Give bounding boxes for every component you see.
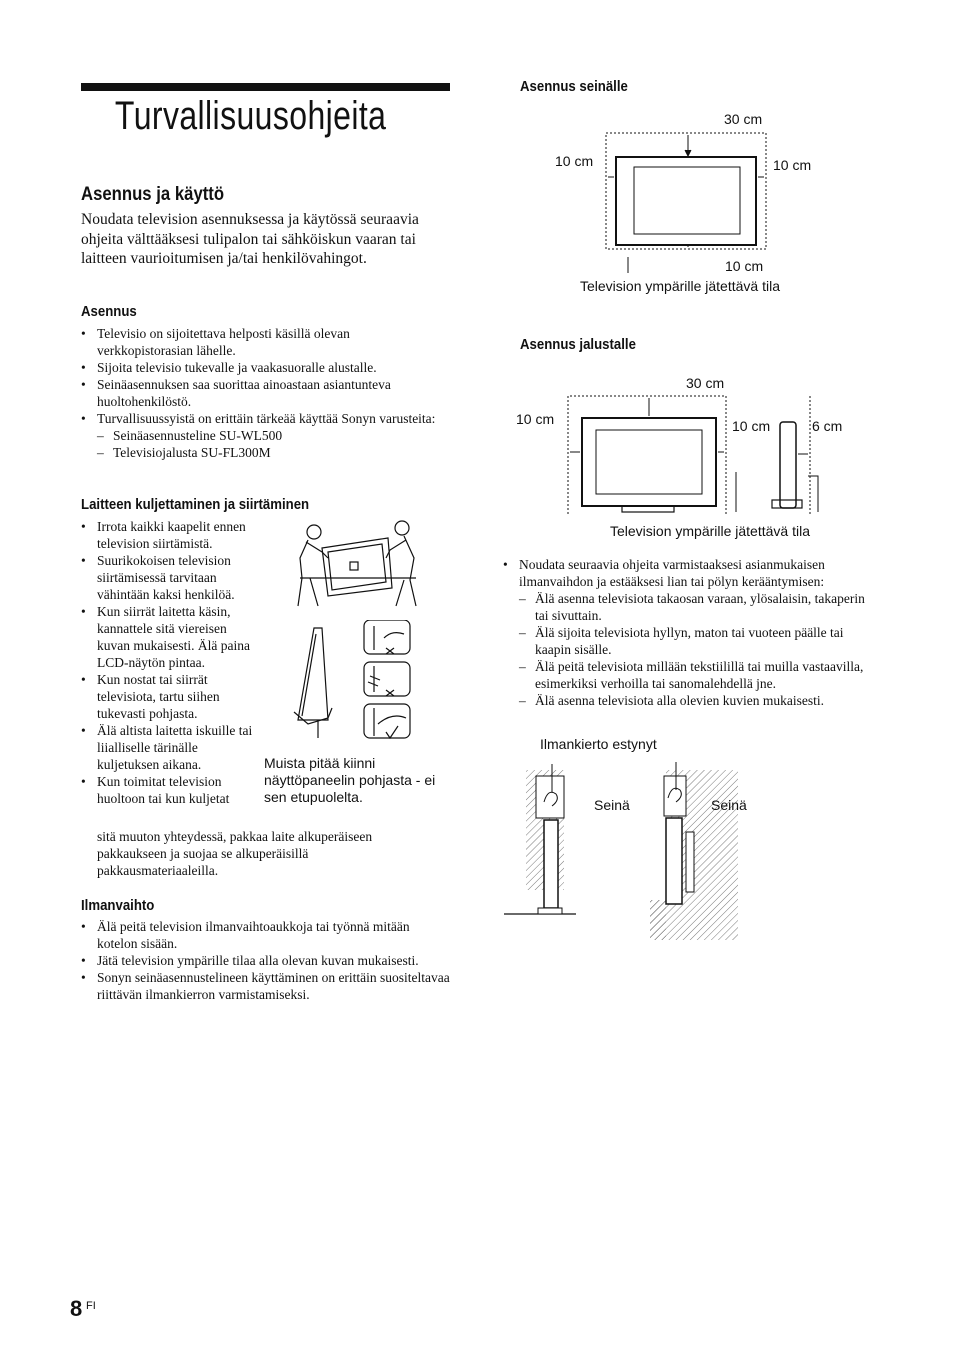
- accessory-list: [97, 427, 441, 461]
- list-item: [81, 410, 441, 461]
- hold-panel-bottom-illustration: [288, 620, 418, 752]
- page-language-code: FI: [86, 1300, 96, 1312]
- list-item: • Sonyn seinäasennustelineen käyttäminen on erittäin suositeltavaa riittävän ilmankierron varmistamiseksi.: [81, 969, 451, 1003]
- sub-list-item: – Seinäasennusteline SU-WL500: [97, 427, 441, 444]
- airflow-blocked-label: Ilmankierto estynyt: [540, 736, 657, 752]
- ventilation-heading: Ilmanvaihto: [81, 897, 155, 914]
- list-item: • Sijoita televisio tukevalle ja vaakasuoralle alustalle.: [81, 359, 441, 376]
- section-title: Asennus ja käyttö: [81, 184, 225, 205]
- list-item: • Älä altista laitetta iskuille tai liialliselle tärinälle kuljetuksen aikana.: [81, 722, 259, 773]
- wall-left-clearance: 10 cm: [555, 153, 594, 169]
- asennus-list: [81, 325, 441, 461]
- list-item: • Jätä television ympärille tilaa alla olevan kuvan mukaisesti.: [81, 952, 451, 969]
- wall-right-clearance: 10 cm: [773, 157, 812, 173]
- wall-mount-clearance-diagram: [600, 125, 780, 275]
- stand-mount-heading: Asennus jalustalle: [520, 336, 636, 353]
- sub-list-item: – Älä asenna televisiota takaosan varaan, ylösalaisin, takaperin tai sivuttain.: [519, 590, 875, 624]
- sub-list-item: – Televisiojalusta SU-FL300M: [97, 444, 441, 461]
- page-title: Turvallisuusohjeita: [114, 94, 387, 138]
- stand-left-clearance: 10 cm: [516, 411, 555, 427]
- list-item: • Televisio on sijoitettava helposti käsillä olevan verkkopistorasian lähelle.: [81, 325, 441, 359]
- list-item: [503, 556, 875, 709]
- sub-list-item: – Älä asenna televisiota alla olevien kuvien mukaisesti.: [519, 692, 875, 709]
- two-person-carry-illustration: [292, 518, 422, 613]
- wall-diagram-caption: Television ympärille jätettävä tila: [580, 278, 780, 294]
- asennus-heading: Asennus: [81, 303, 137, 320]
- wall-bottom-clearance: 10 cm: [725, 258, 764, 274]
- wall-top-clearance: 30 cm: [724, 111, 763, 127]
- list-item: • Kun toimitat television huoltoon tai kun kuljetat: [81, 773, 259, 807]
- airflow-blocked-illustration: [500, 762, 760, 942]
- list-item: • Kun nostat tai siirrät televisiota, tartu siihen tukevasti pohjasta.: [81, 671, 259, 722]
- list-item-text: Noudata seuraavia ohjeita varmistaaksesi asianmukaisen ilmanvaihdon ja estääksesi lian tai pölyn kerääntymisen:: [519, 557, 825, 589]
- sub-list-item: – Älä sijoita televisiota hyllyn, maton tai vuoteen päälle tai kaapin sisälle.: [519, 624, 875, 658]
- wall-label-2: Seinä: [711, 797, 747, 813]
- list-item: • Älä peitä television ilmanvaihtoaukkoja tai työnnä mitään kotelon sisään.: [81, 918, 451, 952]
- ventilation-list: [81, 918, 451, 1003]
- stand-clearance-diagram: [560, 390, 830, 520]
- transport-heading: Laitteen kuljettaminen ja siirtäminen: [81, 496, 310, 513]
- stand-side-clearance: 6 cm: [812, 418, 843, 434]
- transport-last-continuation: sitä muuton yhteydessä, pakkaa laite alkuperäiseen pakkaukseen ja suojaa se alkuperäisillä pakkausmateriaaleilla.: [97, 829, 373, 878]
- ventilation-subnotes: [519, 590, 875, 709]
- page-number: 8: [70, 1296, 83, 1321]
- ventilation-notes-list: [503, 556, 875, 709]
- stand-diagram-caption: Television ympärille jätettävä tila: [610, 523, 810, 539]
- stand-top-clearance: 30 cm: [686, 375, 725, 391]
- wall-mount-heading: Asennus seinälle: [520, 78, 628, 95]
- intro-paragraph: Noudata television asennuksessa ja käytössä seuraavia ohjeita välttääksesi tulipalon tai sähköiskun vaaran tai laitteen vaurioitumisen ja/tai henkilövahingot.: [81, 211, 419, 267]
- list-item: • Kun siirrät laitetta käsin, kannattele sitä viereisen kuvan mukaisesti. Älä paina LCD-näytön pintaa.: [81, 603, 259, 671]
- transport-list: [81, 518, 259, 807]
- list-item: • Suurikokoisen television siirtämisessä tarvitaan vähintään kaksi henkilöä.: [81, 552, 259, 603]
- stand-right-clearance: 10 cm: [732, 418, 771, 434]
- title-rule: [81, 83, 450, 91]
- list-item: • Irrota kaikki kaapelit ennen television siirtämistä.: [81, 518, 259, 552]
- sub-list-item: – Älä peitä televisiota millään tekstiilillä tai muilla vastaavilla, esimerkiksi verhoilla tai sanomalehdellä jne.: [519, 658, 875, 692]
- list-item-text: Turvallisuussyistä on erittäin tärkeää käyttää Sonyn varusteita:: [97, 411, 436, 426]
- wall-label-1: Seinä: [594, 797, 630, 813]
- list-item: • Seinäasennuksen saa suorittaa ainoastaan asiantunteva huoltohenkilöstö.: [81, 376, 441, 410]
- transport-caption: Muista pitää kiinni näyttöpaneelin pohjasta - ei sen etupuolelta.: [264, 755, 436, 805]
